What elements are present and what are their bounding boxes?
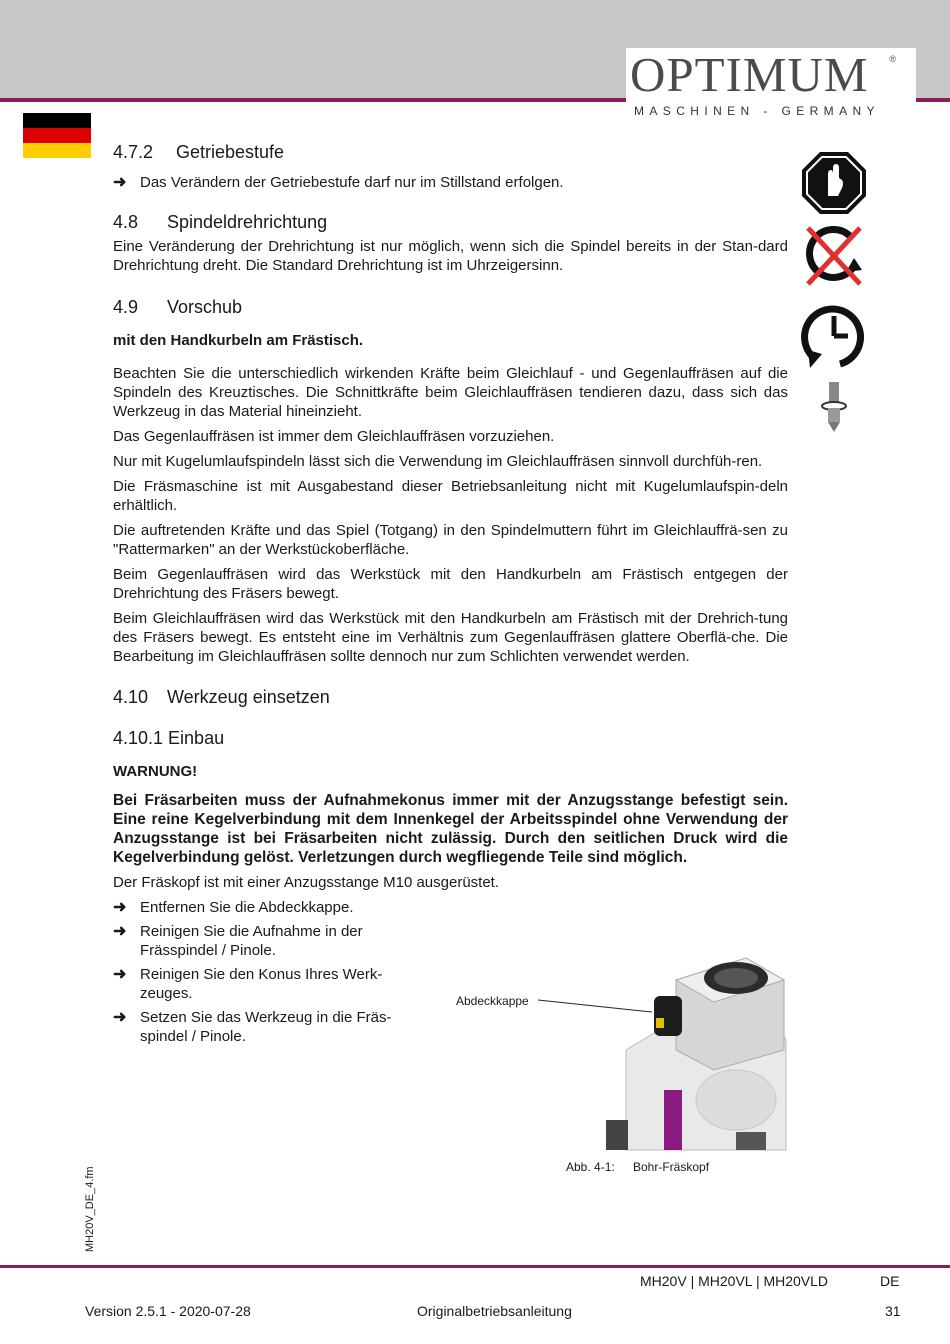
clockwise-rotation-icon	[800, 298, 868, 376]
figure-caption-text: Bohr-Fräskopf	[633, 1160, 710, 1174]
warning-title: WARNUNG!	[113, 763, 198, 780]
brand-name: OPTIMUM	[630, 47, 869, 102]
list-item: ➜ Setzen Sie das Werkzeug in die Fräs-spindel / Pinole.	[113, 1009, 392, 1045]
footer-models: MH20V | MH20VL | MH20VLD	[640, 1273, 829, 1289]
arrow-right-icon: ➜	[113, 1009, 127, 1026]
heading-4-7-2: 4.7.2 Getriebestufe	[113, 142, 285, 162]
arrow-right-icon: ➜	[113, 966, 127, 983]
main-content	[113, 138, 788, 1046]
figure-label: Abdeckkappe	[456, 994, 529, 1008]
stop-hand-icon	[800, 150, 868, 216]
step-list	[113, 898, 413, 1046]
footer-version: Version 2.5.1 - 2020-07-28	[85, 1303, 251, 1319]
subheading: mit den Handkurbeln am Frästisch.	[113, 332, 364, 349]
paragraph: Beim Gegenlauffräsen wird das Werkstück mit den Handkurbeln am Frästisch entgegen der Drehrichtung des Fräsers bewegt.	[113, 566, 788, 602]
spindle-rotation-icon	[800, 382, 868, 434]
figure-drill-head	[446, 940, 791, 1155]
figure-caption-number: Abb. 4-1:	[566, 1160, 615, 1174]
heading-4-8: 4.8 Spindeldrehrichtung	[113, 212, 328, 232]
brand-logo	[626, 48, 916, 126]
arrow-right-icon: ➜	[113, 174, 127, 191]
no-reverse-rotation-icon	[800, 222, 868, 292]
arrow-right-icon: ➜	[113, 899, 127, 916]
page-number: 31	[885, 1303, 901, 1319]
paragraph: Das Gegenlauffräsen ist immer dem Gleichlauffräsen vorzuziehen.	[113, 428, 555, 445]
heading-4-9: 4.9 Vorschub	[113, 297, 243, 317]
paragraph: Der Fräskopf ist mit einer Anzugsstange M10 ausgerüstet.	[113, 874, 500, 891]
heading-4-10: 4.10 Werkzeug einsetzen	[113, 687, 330, 707]
safety-icons	[800, 150, 868, 434]
list-item: ➜ Reinigen Sie die Aufnahme in der Frässpindel / Pinole.	[113, 923, 363, 959]
registered-mark: ®	[889, 54, 896, 64]
paragraph: Beachten Sie die unterschiedlich wirkenden Kräfte beim Gleichlauf - und Gegenlauffräsen auf die Spindeln des Kreuztisches. Die Schnittkräfte beim Gleichlauffräsen tendieren dazu, dass sich das Werkzeug in das Material hineinzieht.	[113, 365, 788, 420]
paragraph: Nur mit Kugelumlaufspindeln lässt sich die Verwendung im Gleichlauffräsen sinnvoll durchfüh-ren.	[113, 453, 763, 470]
footer-doc-type: Originalbetriebsanleitung	[417, 1303, 572, 1319]
arrow-right-icon: ➜	[113, 923, 127, 940]
brand-subtitle: MASCHINEN - GERMANY	[634, 104, 880, 118]
paragraph: Die Fräsmaschine ist mit Ausgabestand dieser Betriebsanleitung nicht mit Kugelumlaufspin-deln erhältlich.	[113, 478, 788, 514]
bullet-item: ➜ Das Verändern der Getriebestufe darf nur im Stillstand erfolgen.	[113, 174, 564, 191]
drill-head-image	[446, 940, 791, 1155]
german-flag-icon	[23, 113, 91, 158]
list-item: ➜ Entfernen Sie die Abdeckkappe.	[113, 899, 354, 916]
warning-text: Bei Fräsarbeiten muss der Aufnahmekonus immer mit der Anzugsstange befestigt sein. Eine reine Kegelverbindung mit dem Innenkegel der Arbeitsspindel ohne Verwendung der Anzugsstange ist bei Fräsarbeiten nicht zulässig. Durch den seitlichen Druck wird die Kegelverbindung gelöst. Verletzungen durch wegfliegende Teile sind möglich.	[113, 792, 788, 866]
footer-accent-line	[0, 1265, 950, 1268]
heading-4-10-1: 4.10.1 Einbau	[113, 728, 225, 748]
paragraph: Eine Veränderung der Drehrichtung ist nur möglich, wenn sich die Spindel bereits in der Stan-dard Drehrichtung dreht. Die Standard Drehrichtung ist im Uhrzeigersinn.	[113, 238, 788, 274]
list-item: ➜ Reinigen Sie den Konus Ihres Werk-zeuges.	[113, 966, 383, 1002]
paragraph: Beim Gleichlauffräsen wird das Werkstück mit den Handkurbeln am Frästisch mit der Drehrich-tung des Fräsers bewegt. Es entsteht eine im Verhältnis zum Gegenlauffräsen glattere Oberflä-che. Die Bearbeitung im Gleichlauffräsen sollte dennoch nur zum Schlichten verwendet werden.	[113, 610, 788, 665]
footer-language: DE	[880, 1273, 900, 1289]
paragraph: Die auftretenden Kräfte und das Spiel (Totgang) in den Spindelmuttern führt im Gleichlauffrä-sen zu "Rattermarken" an der Werkstückoberfläche.	[113, 522, 788, 558]
file-name: MH20V_DE_4.fm	[84, 1166, 96, 1252]
